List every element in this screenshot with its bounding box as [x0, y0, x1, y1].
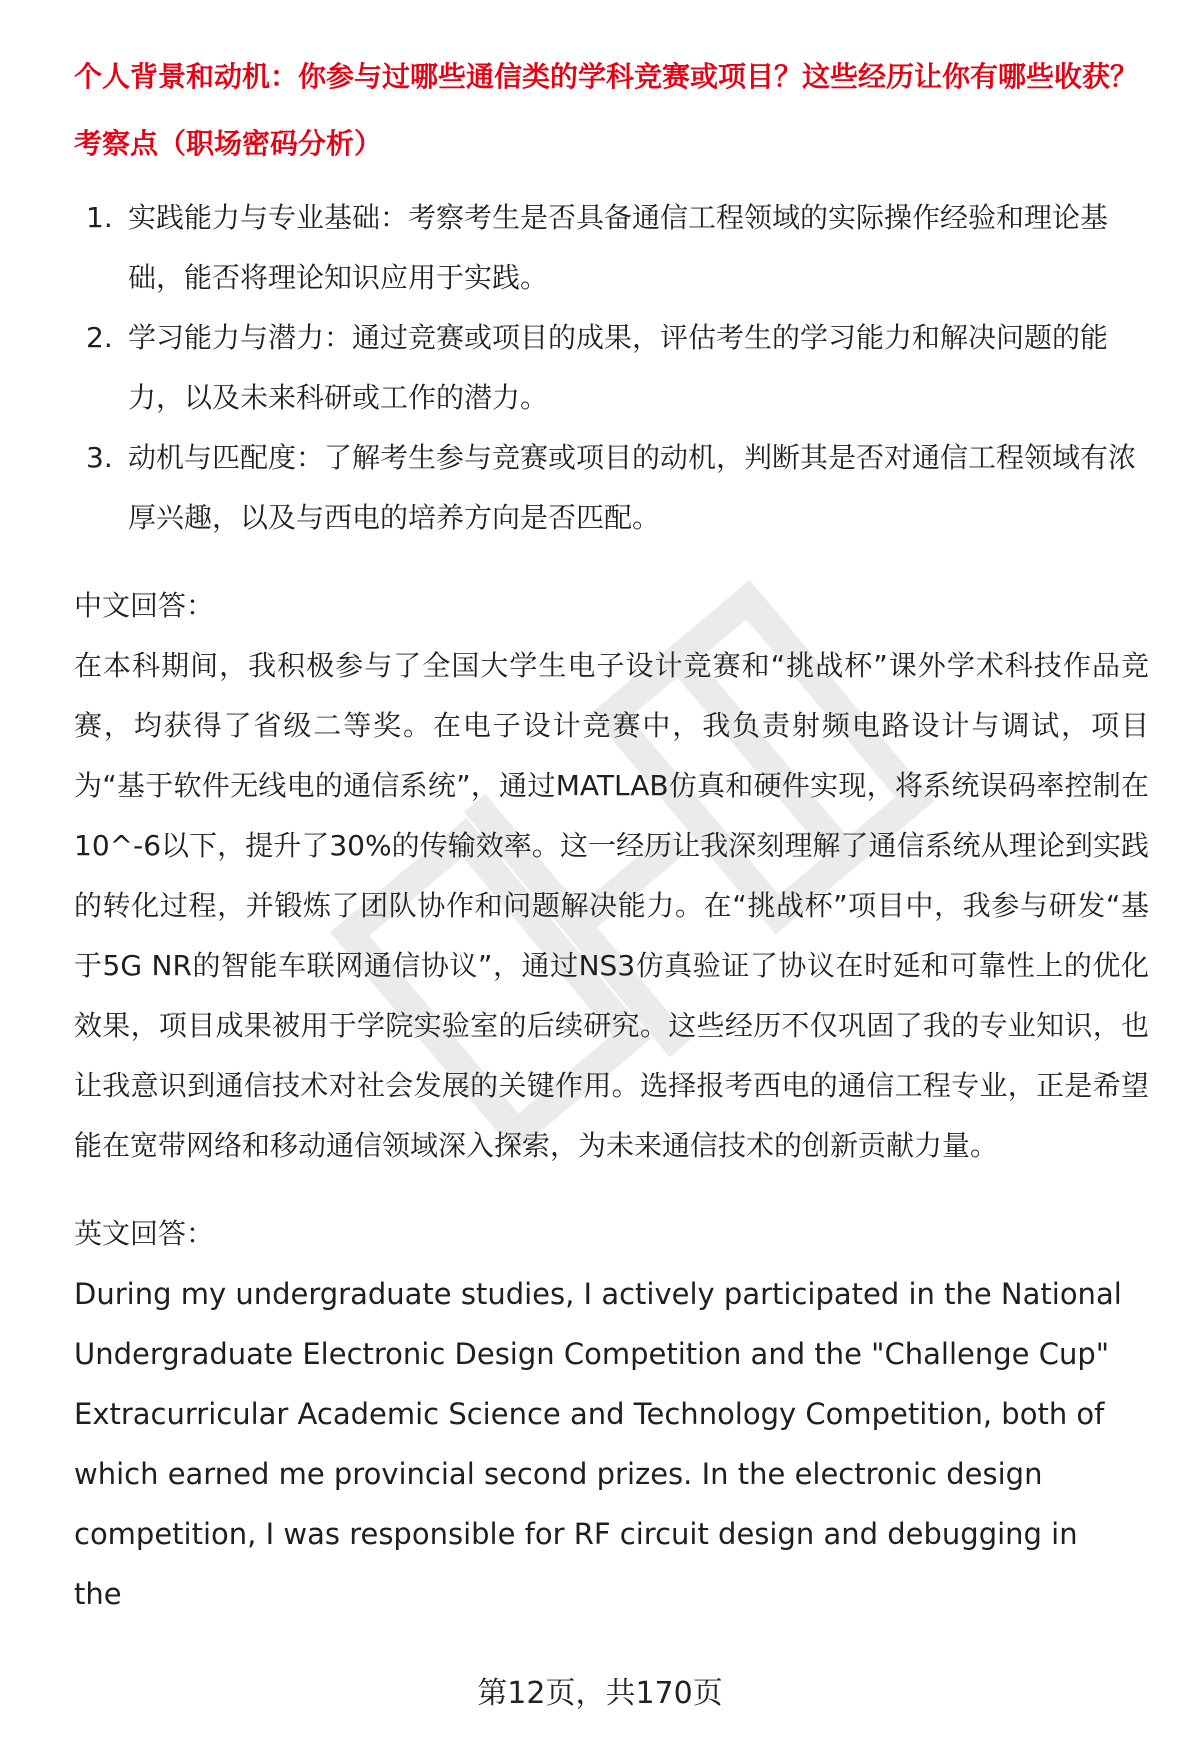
list-item	[74, 308, 1149, 428]
page-number-footer: 第12页，共170页	[477, 1676, 723, 1711]
assessment-points-list	[74, 188, 1149, 548]
list-item	[74, 428, 1149, 548]
english-answer-label: 英文回答：	[74, 1217, 215, 1250]
chinese-answer-label: 中文回答：	[74, 589, 215, 622]
question-heading: 个人背景和动机：你参与过哪些通信类的学科竞赛或项目？这些经历让你有哪些收获？	[74, 60, 1139, 93]
list-item-number: 3.	[86, 441, 113, 474]
list-item-text: 实践能力与专业基础：考察考生是否具备通信工程领域的实际操作经验和理论基础，能否将理论知识应用于实践。	[128, 201, 1109, 294]
list-item-text: 动机与匹配度：了解考生参与竞赛或项目的动机，判断其是否对通信工程领域有浓厚兴趣，以及与西电的培养方向是否匹配。	[128, 441, 1137, 534]
list-item-text: 学习能力与潜力：通过竞赛或项目的成果，评估考生的学习能力和解决问题的能力，以及未来科研或工作的潜力。	[128, 321, 1109, 414]
list-item-number: 2.	[86, 321, 113, 354]
list-item	[74, 188, 1149, 308]
section-title: 考察点（职场密码分析）	[74, 127, 383, 160]
document-page	[74, 56, 1149, 1624]
list-item-number: 1.	[86, 201, 113, 234]
english-answer-text: During my undergraduate studies, I actively participated in the National Undergraduate Electronic Design Competition and the "Challenge Cup" Extracurricular Academic Science and Technology Competition, both of which earned me provincial second prizes. In the electronic design competition, I was responsible for RF circuit design and debugging in the	[74, 1277, 1122, 1611]
chinese-answer-text: 在本科期间，我积极参与了全国大学生电子设计竞赛和“挑战杯”课外学术科技作品竞赛，均获得了省级二等奖。在电子设计竞赛中，我负责射频电路设计与调试，项目为“基于软件无线电的通信系统”，通过MATLAB仿真和硬件实现，将系统误码率控制在10^-6以下，提升了30%的传输效率。这一经历让我深刻理解了通信系统从理论到实践的转化过程，并锻炼了团队协作和问题解决能力。在“挑战杯”项目中，我参与研发“基于5G NR的智能车联网通信协议”，通过NS3仿真验证了协议在时延和可靠性上的优化效果，项目成果被用于学院实验室的后续研究。这些经历不仅巩固了我的专业知识，也让我意识到通信技术对社会发展的关键作用。选择报考西电的通信工程专业，正是希望能在宽带网络和移动通信领域深入探索，为未来通信技术的创新贡献力量。	[74, 649, 1149, 1162]
